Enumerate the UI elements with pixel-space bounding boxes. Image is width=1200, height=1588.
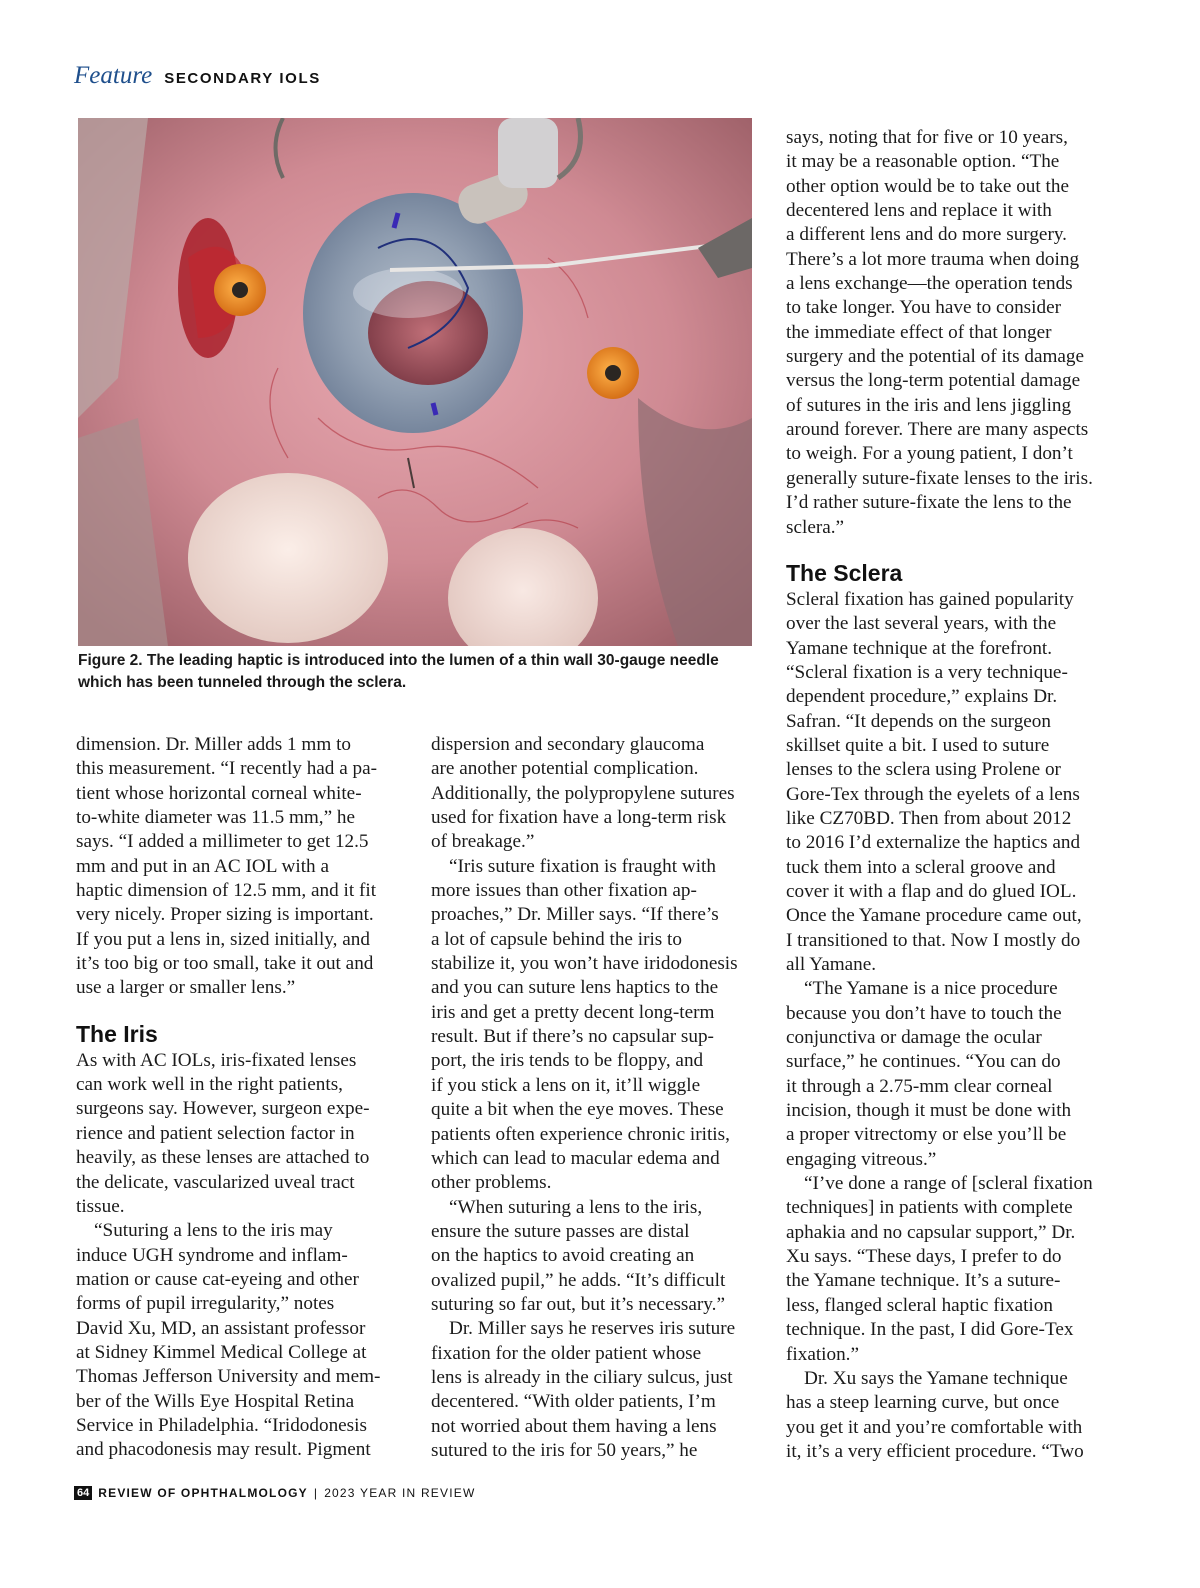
paragraph bbox=[76, 1049, 396, 1219]
text-line: versus the long-term potential damage bbox=[786, 370, 1081, 392]
text-line: a different lens and do more surgery. bbox=[786, 224, 1067, 246]
text-line: decentered. “With older patients, I’m bbox=[431, 1391, 716, 1413]
text-line: of breakage.” bbox=[431, 831, 535, 853]
paragraph bbox=[786, 126, 1116, 540]
section-label: Feature bbox=[74, 62, 153, 89]
text-line: There’s a lot more trauma when doing bbox=[786, 248, 1080, 270]
text-line: of sutures in the iris and lens jiggling bbox=[786, 394, 1072, 416]
text-line: at Sidney Kimmel Medical College at bbox=[76, 1341, 367, 1363]
journal-name: REVIEW OF OPHTHALMOLOGY bbox=[98, 1486, 308, 1500]
text-line: dimension. Dr. Miller adds 1 mm to bbox=[76, 734, 352, 755]
text-line: Dr. Miller says he reserves iris suture bbox=[449, 1318, 736, 1340]
text-line: a lens exchange—the operation tends bbox=[786, 273, 1073, 295]
text-line: tient whose horizontal corneal white- bbox=[76, 782, 362, 804]
text-line: the delicate, vascularized uveal tract bbox=[76, 1171, 355, 1193]
text-line: incision, though it must be done with bbox=[786, 1100, 1072, 1122]
text-line: As with AC IOLs, iris-fixated lenses bbox=[76, 1049, 357, 1071]
text-line: “I’ve done a range of [scleral fixation bbox=[804, 1173, 1093, 1195]
paragraph bbox=[431, 1317, 751, 1463]
text-line: very nicely. Proper sizing is important. bbox=[76, 904, 374, 926]
text-line: engaging vitreous.” bbox=[786, 1148, 937, 1170]
text-line: if you stick a lens on it, it’ll wiggle bbox=[431, 1074, 701, 1096]
text-line: and phacodonesis may result. Pigment bbox=[76, 1439, 371, 1461]
text-line: says, noting that for five or 10 years, bbox=[786, 127, 1068, 148]
text-line: Scleral fixation has gained popularity bbox=[786, 588, 1074, 610]
text-line: are another potential complication. bbox=[431, 758, 699, 780]
text-line: more issues than other fixation ap- bbox=[431, 880, 697, 902]
text-line: mm and put in an AC IOL with a bbox=[76, 855, 329, 877]
text-line: Dr. Xu says the Yamane technique bbox=[804, 1367, 1068, 1389]
text-line: used for fixation have a long-term risk bbox=[431, 807, 727, 829]
text-line: sutured to the iris for 50 years,” he bbox=[431, 1439, 698, 1461]
text-line: If you put a lens in, sized initially, and bbox=[76, 928, 370, 950]
surgical-photo bbox=[78, 118, 752, 646]
page-number: 64 bbox=[74, 1486, 92, 1500]
text-line: sclera.” bbox=[786, 516, 845, 538]
paragraph bbox=[431, 733, 751, 855]
text-line: a proper vitrectomy or else you’ll be bbox=[786, 1124, 1067, 1146]
text-line: “When suturing a lens to the iris, bbox=[449, 1196, 703, 1218]
figure-caption bbox=[78, 650, 758, 694]
footer-separator: | bbox=[313, 1486, 319, 1500]
text-line: not worried about them having a lens bbox=[431, 1415, 717, 1437]
text-line: stabilize it, you won’t have iridodonesis bbox=[431, 953, 738, 975]
text-line: use a larger or smaller lens.” bbox=[76, 977, 296, 999]
text-line: Safran. “It depends on the surgeon bbox=[786, 710, 1051, 732]
text-line: Once the Yamane procedure came out, bbox=[786, 905, 1082, 927]
text-line: induce UGH syndrome and inflam- bbox=[76, 1244, 348, 1266]
text-line: can work well in the right patients, bbox=[76, 1074, 343, 1096]
paragraph bbox=[431, 1196, 751, 1318]
text-line: to take longer. You have to consider bbox=[786, 297, 1061, 319]
text-line: to-white diameter was 11.5 mm,” he bbox=[76, 807, 356, 829]
text-line: it’s too big or too small, take it out and bbox=[76, 953, 374, 975]
text-line: dispersion and secondary glaucoma bbox=[431, 734, 705, 755]
issue-name: 2023 YEAR IN REVIEW bbox=[324, 1486, 476, 1500]
text-line: because you don’t have to touch the bbox=[786, 1002, 1062, 1024]
text-line: mation or cause cat-eyeing and other bbox=[76, 1268, 359, 1290]
text-line: and you can suture lens haptics to the bbox=[431, 977, 719, 999]
paragraph bbox=[786, 1367, 1116, 1464]
column-middle bbox=[431, 733, 751, 1463]
text-line: suturing so far out, but it’s necessary.” bbox=[431, 1293, 725, 1315]
text-line: iris and get a pretty decent long-term bbox=[431, 1001, 715, 1023]
text-line: ovalized pupil,” he adds. “It’s difficult bbox=[431, 1269, 726, 1291]
paragraph bbox=[786, 1172, 1116, 1367]
paragraph bbox=[786, 977, 1116, 1172]
section-topic: SECONDARY IOLS bbox=[164, 70, 321, 87]
text-line: dependent procedure,” explains Dr. bbox=[786, 686, 1058, 708]
column-right bbox=[786, 126, 1116, 1464]
surgical-photo-illustration bbox=[78, 118, 752, 646]
text-line: patients often experience chronic iritis, bbox=[431, 1123, 730, 1145]
text-line: skillset quite a bit. I used to suture bbox=[786, 734, 1050, 756]
text-line: haptic dimension of 12.5 mm, and it fit bbox=[76, 880, 377, 902]
page-footer bbox=[74, 1486, 475, 1500]
text-line: lens is already in the ciliary sulcus, just bbox=[431, 1366, 733, 1388]
caption-line: Figure 2. The leading haptic is introduced into the lumen of a thin wall 30-gauge needle bbox=[78, 652, 719, 669]
text-line: Xu says. “These days, I prefer to do bbox=[786, 1246, 1062, 1268]
text-line: around forever. There are many aspects bbox=[786, 419, 1089, 441]
paragraph bbox=[431, 855, 751, 1196]
text-line: you get it and you’re comfortable with bbox=[786, 1416, 1083, 1438]
text-line: has a steep learning curve, but once bbox=[786, 1392, 1060, 1414]
text-line: other option would be to take out the bbox=[786, 175, 1069, 197]
text-line: aphakia and no capsular support,” Dr. bbox=[786, 1221, 1076, 1243]
text-line: cover it with a flap and do glued IOL. bbox=[786, 880, 1077, 902]
section-heading-iris: The Iris bbox=[76, 1020, 158, 1047]
section-heading-sclera: The Sclera bbox=[786, 559, 903, 586]
text-line: techniques] in patients with complete bbox=[786, 1197, 1073, 1219]
text-line: proaches,” Dr. Miller says. “If there’s bbox=[431, 904, 719, 926]
text-line: rience and patient selection factor in bbox=[76, 1122, 355, 1144]
text-line: port, the iris tends to be floppy, and bbox=[431, 1050, 704, 1072]
paragraph bbox=[76, 1219, 396, 1462]
text-line: it, it’s a very efficient procedure. “Two bbox=[786, 1440, 1084, 1462]
text-line: “Suturing a lens to the iris may bbox=[94, 1220, 333, 1242]
paragraph bbox=[76, 733, 396, 1001]
text-line: it may be a reasonable option. “The bbox=[786, 151, 1060, 173]
text-line: surface,” he continues. “You can do bbox=[786, 1051, 1061, 1073]
text-line: ensure the suture passes are distal bbox=[431, 1220, 690, 1242]
text-line: the Yamane technique. It’s a suture- bbox=[786, 1270, 1061, 1292]
text-line: result. But if there’s no capsular sup- bbox=[431, 1026, 714, 1048]
column-left bbox=[76, 733, 396, 1463]
running-header bbox=[74, 62, 321, 96]
text-line: to 2016 I’d externalize the haptics and bbox=[786, 832, 1081, 854]
text-line: to weigh. For a young patient, I don’t bbox=[786, 443, 1073, 465]
text-line: fixation.” bbox=[786, 1343, 859, 1365]
text-line: quite a bit when the eye moves. These bbox=[431, 1099, 724, 1121]
text-line: surgeons say. However, surgeon expe- bbox=[76, 1098, 370, 1120]
text-line: says. “I added a millimeter to get 12.5 bbox=[76, 831, 369, 853]
text-line: a lot of capsule behind the iris to bbox=[431, 928, 682, 950]
text-line: “Iris suture fixation is fraught with bbox=[449, 855, 716, 877]
text-line: I transitioned to that. Now I mostly do bbox=[786, 929, 1081, 951]
text-line: Thomas Jefferson University and mem- bbox=[76, 1366, 381, 1388]
text-line: the immediate effect of that longer bbox=[786, 321, 1052, 343]
text-line: tuck them into a scleral groove and bbox=[786, 856, 1056, 878]
text-line: other problems. bbox=[431, 1172, 552, 1194]
text-line: David Xu, MD, an assistant professor bbox=[76, 1317, 366, 1339]
text-line: surgery and the potential of its damage bbox=[786, 346, 1085, 368]
text-line: conjunctiva or damage the ocular bbox=[786, 1027, 1042, 1049]
text-line: technique. In the past, I did Gore-Tex bbox=[786, 1319, 1074, 1341]
text-line: forms of pupil irregularity,” notes bbox=[76, 1293, 335, 1315]
text-line: tissue. bbox=[76, 1195, 125, 1217]
text-line: it through a 2.75-mm clear corneal bbox=[786, 1075, 1053, 1097]
text-line: generally suture-fixate lenses to the iris. bbox=[786, 467, 1093, 489]
text-line: “Scleral fixation is a very technique- bbox=[786, 661, 1068, 683]
text-line: Yamane technique at the forefront. bbox=[786, 637, 1053, 659]
text-line: Service in Philadelphia. “Iridodonesis bbox=[76, 1414, 367, 1436]
text-line: like CZ70BD. Then from about 2012 bbox=[786, 807, 1072, 829]
text-line: over the last several years, with the bbox=[786, 613, 1057, 635]
text-line: Gore-Tex through the eyelets of a lens bbox=[786, 783, 1080, 805]
paragraph bbox=[786, 588, 1116, 978]
text-line: lenses to the sclera using Prolene or bbox=[786, 759, 1061, 781]
text-line: “The Yamane is a nice procedure bbox=[804, 978, 1058, 1000]
text-line: which can lead to macular edema and bbox=[431, 1147, 720, 1169]
text-line: less, flanged scleral haptic fixation bbox=[786, 1294, 1053, 1316]
text-line: decentered lens and replace it with bbox=[786, 200, 1052, 222]
text-line: fixation for the older patient whose bbox=[431, 1342, 702, 1364]
text-line: ber of the Wills Eye Hospital Retina bbox=[76, 1390, 355, 1412]
text-line: Additionally, the polypropylene sutures bbox=[431, 782, 735, 804]
text-line: I’d rather suture-fixate the lens to the bbox=[786, 492, 1072, 514]
text-line: this measurement. “I recently had a pa- bbox=[76, 758, 378, 780]
text-line: all Yamane. bbox=[786, 954, 877, 975]
caption-line: which has been tunneled through the sclera. bbox=[78, 674, 407, 691]
text-line: heavily, as these lenses are attached to bbox=[76, 1147, 370, 1169]
text-line: on the haptics to avoid creating an bbox=[431, 1245, 695, 1267]
